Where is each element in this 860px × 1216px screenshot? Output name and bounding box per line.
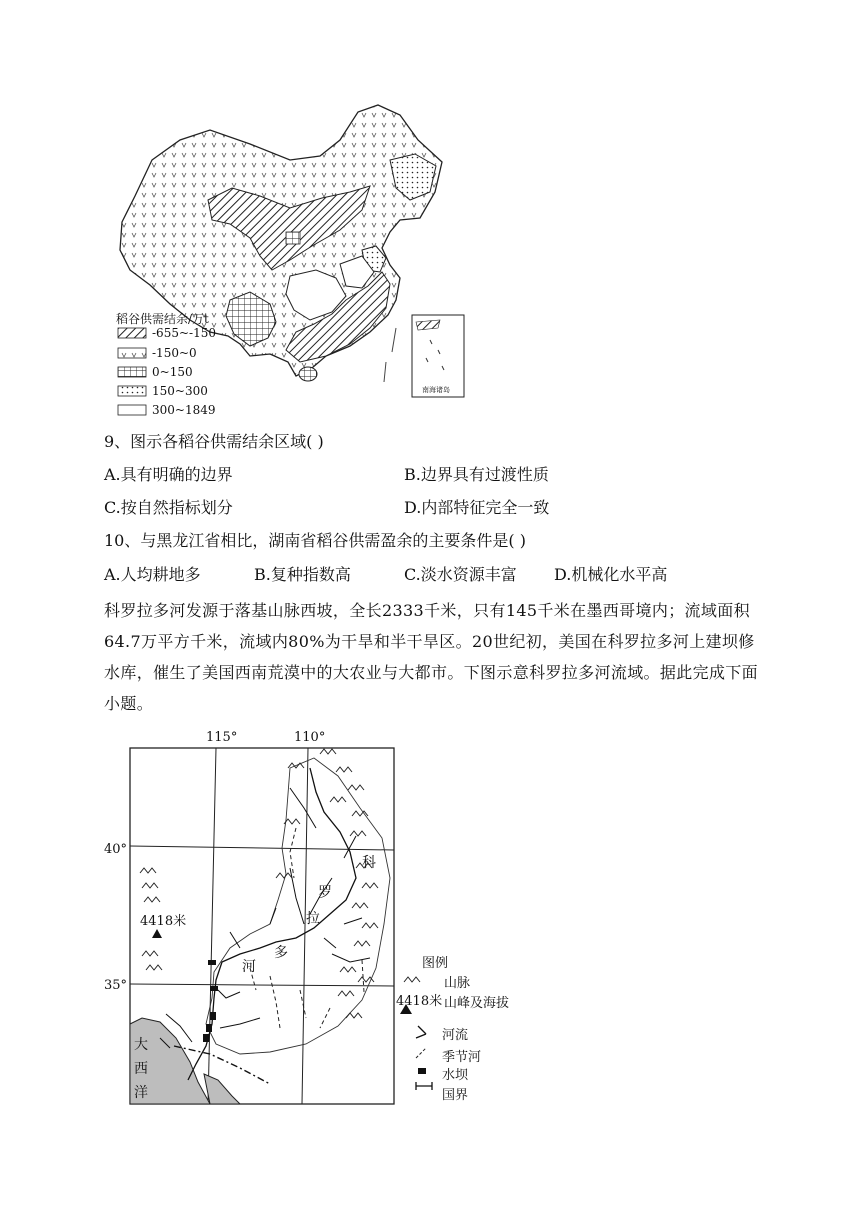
question-9-option-a: A.具有明确的边界 (104, 465, 233, 484)
legend-item-1: -655~-150 (152, 326, 216, 340)
question-9-option-c: C.按自然指标划分 (104, 498, 233, 517)
legend-item-3: 0~150 (152, 365, 193, 379)
river-char-1: 科 (362, 855, 376, 871)
ocean-char-1: 大 (134, 1037, 148, 1053)
passage-text: 科罗拉多河发源于落基山脉西坡，全长2333千米，只有145千米在墨西哥境内；流域面积64.7万平方千米，流域内80%为干旱和半干旱区。20世纪初，美国在科罗拉多河上建坝修水库，催生了美国西南荒漠中的大农业与大都市。下图示意科罗拉多河流域。据此完成下面小题。 (104, 601, 759, 713)
legend-peak: 山峰及海拔 (444, 996, 510, 1011)
legend-item-4: 150~300 (152, 384, 208, 398)
lat-label-35: 35° (104, 978, 128, 993)
legend-border: 国界 (442, 1088, 469, 1103)
question-9-option-b: B.边界具有过渡性质 (404, 465, 549, 484)
legend-dam: 水坝 (442, 1068, 469, 1083)
lon-label-115: 115° (206, 730, 238, 745)
river-char-5: 河 (242, 959, 256, 975)
map-legend-title: 图例 (422, 956, 449, 971)
ocean-char-2: 西 (134, 1061, 148, 1077)
question-10-option-c: C.淡水资源丰富 (404, 565, 517, 584)
question-10-option-b: B.复种指数高 (254, 565, 351, 584)
legend-mountain: 山脉 (444, 976, 471, 991)
lon-label-110: 110° (294, 730, 326, 745)
legend-title: 稻谷供需结余/万t (116, 312, 209, 326)
peak-elevation-label: 4418米 (140, 914, 187, 929)
legend-peak-value: 4418米 (396, 994, 443, 1009)
region-grid-hainan (299, 367, 317, 381)
rice-balance-map (100, 100, 470, 420)
question-10-option-d: D.机械化水平高 (554, 565, 668, 584)
legend-item-5: 300~1849 (152, 403, 216, 417)
question-9-option-d: D.内部特征完全一致 (404, 498, 550, 517)
colorado-basin-map (100, 728, 540, 1110)
inset-label: 南海诸岛 (422, 386, 450, 394)
question-9-stem: 9、图示各稻谷供需结余区域( ) (104, 432, 324, 451)
question-10-stem: 10、与黑龙江省相比，湖南省稻谷供需盈余的主要条件是( ) (104, 531, 526, 550)
legend-river: 河流 (442, 1028, 469, 1043)
legend-seasonal-river: 季节河 (442, 1050, 482, 1065)
legend-item-2: -150~0 (152, 346, 197, 360)
river-char-3: 拉 (306, 911, 320, 927)
ocean-char-3: 洋 (134, 1085, 148, 1101)
question-10-option-a: A.人均耕地多 (104, 565, 201, 584)
river-char-2: 罗 (318, 885, 332, 901)
lat-label-40: 40° (104, 842, 128, 857)
region-grid-center (286, 232, 300, 244)
river-char-4: 多 (274, 945, 288, 961)
